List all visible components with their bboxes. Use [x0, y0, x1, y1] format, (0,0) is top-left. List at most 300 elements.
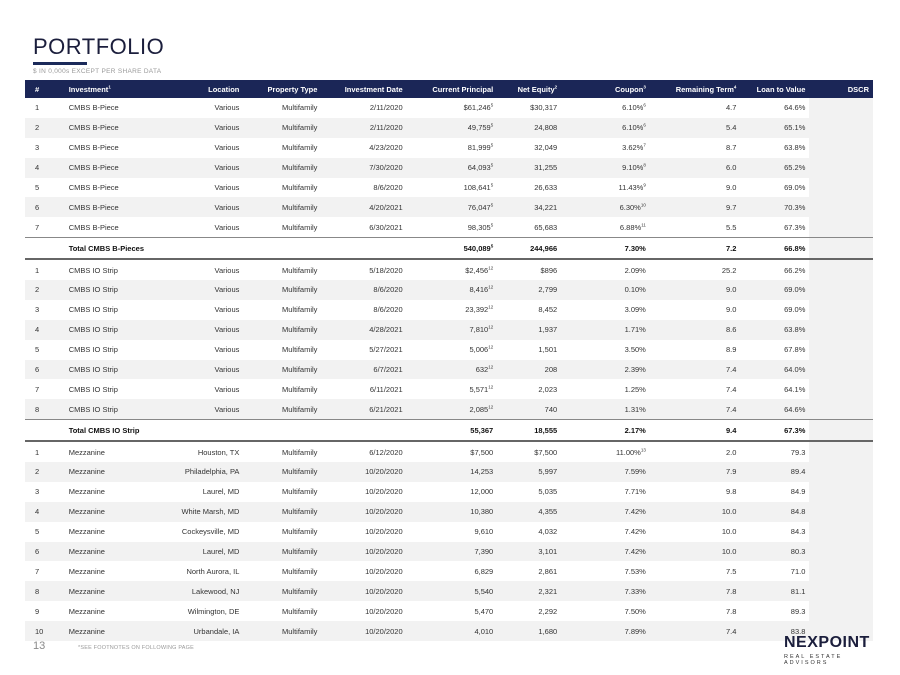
table-cell: 67.3% — [740, 217, 809, 237]
table-row — [25, 138, 873, 158]
table-cell: 6/7/2021 — [321, 360, 406, 380]
table-cell: 208 — [497, 360, 561, 380]
table-cell: CMBS IO Strip — [65, 360, 160, 380]
title-underline — [33, 62, 87, 65]
table-cell: 67.3% — [740, 420, 809, 441]
table-cell: 5,470 — [474, 606, 494, 616]
table-row — [25, 482, 873, 502]
table-cell: 66.8% — [740, 238, 809, 259]
table-cell: 2,321 — [497, 581, 561, 601]
table-cell: Various — [160, 320, 244, 340]
table-cell: 9.7 — [650, 197, 741, 217]
table-cell: CMBS B-Piece — [65, 197, 160, 217]
table-cell: 66.2% — [740, 259, 809, 280]
table-cell: 1,680 — [497, 621, 561, 641]
table-cell: 7.71% — [624, 487, 646, 497]
table-cell: 1.25% — [561, 379, 650, 399]
table-cell — [809, 98, 873, 118]
table-cell: Mezzanine — [68, 527, 105, 537]
table-cell: Various — [160, 118, 244, 138]
column-header: Property Type — [243, 80, 321, 98]
table-cell — [809, 522, 873, 542]
table-cell: 81,999$^5$ — [407, 138, 498, 158]
table-cell: 2.09% — [561, 259, 650, 280]
table-cell: 7.4 — [650, 621, 741, 641]
table-cell: 23,392$^{12}$ — [407, 300, 498, 320]
table-row — [25, 98, 873, 118]
table-cell: 7.2 — [650, 238, 741, 259]
table-cell: Multifamily — [243, 542, 321, 562]
table-cell: 89.3 — [790, 606, 806, 616]
table-cell: 10,380 — [407, 502, 498, 522]
table-cell: 10/20/2020 — [321, 621, 406, 641]
table-cell — [809, 581, 873, 601]
table-cell — [809, 280, 873, 300]
table-cell: Mezzanine — [65, 462, 160, 482]
table-cell: 2.0 — [726, 447, 737, 457]
table-cell: Lakewood, NJ — [160, 581, 244, 601]
table-cell — [809, 138, 873, 158]
table-cell: 14,253 — [407, 462, 498, 482]
table-cell — [809, 259, 873, 280]
table-cell — [321, 420, 406, 441]
table-cell: 67.8% — [740, 340, 809, 360]
table-cell: Multifamily — [243, 118, 321, 138]
table-cell: Various — [160, 178, 244, 198]
table-cell: 4,010 — [407, 621, 498, 641]
table-cell: Multifamily — [243, 340, 321, 360]
table-cell: 10/20/2020 — [365, 606, 403, 616]
table-cell: 2.17% — [561, 420, 650, 441]
column-header: Net Equity$^2$ — [497, 80, 561, 98]
table-cell: 7 — [25, 217, 65, 237]
table-cell: Mezzanine — [65, 581, 160, 601]
table-row — [25, 561, 873, 581]
table-cell: 2 — [25, 462, 65, 482]
table-cell: North Aurora, IL — [186, 566, 240, 576]
page-title: PORTFOLIO — [33, 34, 165, 59]
table-cell: Total CMBS IO Strip — [65, 420, 160, 441]
table-cell: 64,093$^5$ — [407, 158, 498, 178]
table-cell: Multifamily — [281, 606, 318, 616]
table-cell: 10/20/2020 — [365, 487, 403, 497]
table-cell: 9.0 — [650, 300, 741, 320]
table-cell: Multifamily — [281, 447, 318, 457]
table-row — [25, 118, 873, 138]
table-cell: 10.0 — [721, 527, 737, 537]
table-cell — [25, 238, 65, 259]
table-cell: 10.0 — [650, 502, 741, 522]
table-cell: 6/11/2021 — [321, 379, 406, 399]
table-cell: Multifamily — [281, 566, 318, 576]
logo-wordmark: NEXPOINT — [784, 634, 870, 651]
table-cell: 10/20/2020 — [321, 581, 406, 601]
table-cell: 3.62%$^7$ — [561, 138, 650, 158]
table-cell: Multifamily — [243, 300, 321, 320]
table-cell: CMBS B-Piece — [65, 217, 160, 237]
table-cell: 8/6/2020 — [321, 280, 406, 300]
table-cell: 80.3 — [740, 542, 809, 562]
table-cell: CMBS IO Strip — [65, 259, 160, 280]
table-cell: 8 — [25, 581, 65, 601]
table-cell: Various — [160, 300, 244, 320]
table-cell: Mezzanine — [65, 542, 160, 562]
table-cell: CMBS IO Strip — [65, 340, 160, 360]
table-cell: Multifamily — [243, 399, 321, 419]
column-header: Investment$^1$ — [65, 80, 160, 98]
table-cell: 6 — [25, 360, 65, 380]
table-cell: 9.4 — [650, 420, 741, 441]
table-cell: $61,246$^5$ — [407, 98, 498, 118]
table-cell — [160, 420, 244, 441]
table-cell: 32,049 — [497, 138, 561, 158]
table-cell: 8.6 — [650, 320, 741, 340]
table-row — [25, 259, 873, 280]
table-cell: Mezzanine — [65, 621, 160, 641]
table-cell: 70.3% — [740, 197, 809, 217]
table-cell: $7,500 — [470, 447, 494, 457]
table-cell: Multifamily — [281, 487, 318, 497]
table-cell: 6.88%$^{11}$ — [561, 217, 650, 237]
table-cell: 8.7 — [650, 138, 741, 158]
table-cell: 84.8 — [740, 502, 809, 522]
table-cell: Various — [160, 280, 244, 300]
table-cell: Various — [160, 197, 244, 217]
table-cell: 7.53% — [624, 566, 646, 576]
table-header-row — [25, 80, 873, 98]
table-cell: 0.10% — [561, 280, 650, 300]
footnote-note: *SEE FOOTNOTES ON FOLLOWING PAGE — [78, 645, 195, 651]
table-cell: 10/20/2020 — [365, 527, 403, 537]
table-cell: 55,367 — [407, 420, 498, 441]
table-cell: Multifamily — [243, 379, 321, 399]
table-cell — [25, 420, 65, 441]
table-cell: 4 — [25, 158, 65, 178]
column-header: Investment Date — [321, 80, 406, 98]
table-cell: 65.2% — [740, 158, 809, 178]
table-cell: Multifamily — [243, 360, 321, 380]
table-cell: 1,501 — [497, 340, 561, 360]
table-cell — [809, 178, 873, 198]
table-cell: 3.50% — [561, 340, 650, 360]
table-row — [25, 320, 873, 340]
table-cell: 7.89% — [561, 621, 650, 641]
table-cell: 10/20/2020 — [365, 566, 403, 576]
table-cell: 3 — [25, 138, 65, 158]
table-cell: 1.31% — [561, 399, 650, 419]
table-cell: Mezzanine — [65, 502, 160, 522]
table-cell: 2,023 — [497, 379, 561, 399]
table-cell: 108,641$^5$ — [407, 178, 498, 198]
table-cell: Mezzanine — [68, 447, 105, 457]
table-cell: $2,456$^{12}$ — [407, 259, 498, 280]
table-cell: $30,317 — [497, 98, 561, 118]
table-cell: 5,571$^{12}$ — [407, 379, 498, 399]
table-cell: 5.4 — [650, 118, 741, 138]
table-cell — [809, 320, 873, 340]
table-cell: 7.4 — [650, 379, 741, 399]
page-number: 13 — [33, 640, 46, 652]
table-cell — [809, 561, 873, 581]
table-cell: CMBS B-Piece — [65, 178, 160, 198]
table-cell: 5 — [25, 178, 65, 198]
table-cell: 3.09% — [561, 300, 650, 320]
table-cell: 7.42% — [561, 502, 650, 522]
table-cell: 3 — [35, 487, 40, 497]
table-body — [25, 98, 873, 641]
column-header: # — [25, 80, 65, 98]
table-cell: 2,799 — [497, 280, 561, 300]
table-cell: 2,085$^{12}$ — [407, 399, 498, 419]
table-cell: Multifamily — [243, 581, 321, 601]
table-cell: 6,829 — [474, 566, 494, 576]
table-cell — [809, 379, 873, 399]
table-cell: 7.4 — [650, 360, 741, 380]
table-cell: Various — [160, 259, 244, 280]
table-cell: 3,101 — [497, 542, 561, 562]
table-cell: Multifamily — [243, 259, 321, 280]
table-cell: CMBS IO Strip — [65, 379, 160, 399]
table-cell: 7/30/2020 — [321, 158, 406, 178]
table-cell: 5,035 — [538, 487, 558, 497]
table-cell: 71.0 — [790, 566, 806, 576]
table-cell: Multifamily — [243, 98, 321, 118]
logo-tagline: REAL ESTATE ADVISORS — [784, 654, 843, 666]
table-cell: 8,416$^{12}$ — [407, 280, 498, 300]
table-cell: 5.5 — [650, 217, 741, 237]
table-cell — [243, 238, 321, 259]
table-row — [25, 601, 873, 621]
table-cell — [809, 482, 873, 502]
table-cell: 7.42% — [561, 542, 650, 562]
table-cell: 69.0% — [740, 280, 809, 300]
table-cell: 6.0 — [650, 158, 741, 178]
table-cell: 10/20/2020 — [321, 502, 406, 522]
table-cell: 2,861 — [538, 566, 558, 576]
table-cell: 3 — [25, 300, 65, 320]
table-cell: 6 — [25, 542, 65, 562]
table-cell: White Marsh, MD — [160, 502, 244, 522]
table-cell: 1 — [25, 259, 65, 280]
table-cell: CMBS B-Piece — [65, 138, 160, 158]
table-cell: Mezzanine — [68, 487, 105, 497]
table-cell: 4,355 — [497, 502, 561, 522]
table-cell — [809, 542, 873, 562]
table-cell: 6.10%$^6$ — [561, 118, 650, 138]
table-cell: 49,759$^5$ — [407, 118, 498, 138]
table-row — [25, 441, 873, 462]
table-cell: 7.9 — [650, 462, 741, 482]
table-cell: $632^{12}$ — [407, 360, 498, 380]
table-cell: 5 — [35, 527, 40, 537]
table-cell: Multifamily — [243, 320, 321, 340]
table-cell: Wilmington, DE — [187, 606, 240, 616]
table-cell: 12,000 — [470, 487, 494, 497]
table-cell: Laurel, MD — [160, 542, 244, 562]
table-cell: 1 — [35, 447, 40, 457]
table-cell: 1.71% — [561, 320, 650, 340]
column-header: DSCR — [809, 80, 873, 98]
units-subtitle: $ IN 0,000s EXCEPT PER SHARE DATA — [33, 68, 162, 75]
table-cell: 8/6/2020 — [321, 300, 406, 320]
table-row — [25, 340, 873, 360]
table-cell: 89.4 — [740, 462, 809, 482]
table-cell: 34,221 — [497, 197, 561, 217]
table-row — [25, 399, 873, 419]
table-cell: 6 — [25, 197, 65, 217]
table-cell: Various — [160, 158, 244, 178]
table-cell: CMBS IO Strip — [65, 300, 160, 320]
table-row — [25, 462, 873, 482]
table-cell: 7,810$^{12}$ — [407, 320, 498, 340]
table-row — [25, 360, 873, 380]
table-cell: 9,610 — [474, 527, 494, 537]
table-row — [25, 197, 873, 217]
portfolio-table — [25, 80, 873, 641]
table-cell: 7.5 — [726, 566, 737, 576]
table-cell: Multifamily — [243, 502, 321, 522]
table-cell: 81.1 — [740, 581, 809, 601]
table-cell — [321, 238, 406, 259]
table-cell: Houston, TX — [197, 447, 240, 457]
table-cell: CMBS IO Strip — [65, 280, 160, 300]
table-cell: $7,500 — [534, 447, 558, 457]
table-cell: Multifamily — [243, 217, 321, 237]
table-cell: Philadelphia, PA — [160, 462, 244, 482]
table-cell: 11.00%$^{13}$ — [615, 447, 646, 457]
table-cell: CMBS IO Strip — [65, 399, 160, 419]
table-cell: 8.9 — [650, 340, 741, 360]
table-cell: 6.30%$^{10}$ — [561, 197, 650, 217]
table-cell: 26,633 — [497, 178, 561, 198]
table-cell: 25.2 — [650, 259, 741, 280]
table-cell: 244,966 — [497, 238, 561, 259]
table-cell: 6.10%$^6$ — [561, 98, 650, 118]
table-cell: CMBS B-Piece — [65, 158, 160, 178]
table-row — [25, 217, 873, 237]
table-cell — [809, 158, 873, 178]
table-cell: 7 — [35, 566, 40, 576]
table-cell — [809, 502, 873, 522]
table-cell: Various — [160, 360, 244, 380]
table-cell: Cockeysville, MD — [181, 527, 240, 537]
table-cell — [809, 360, 873, 380]
table-cell: 83.8 — [740, 621, 809, 641]
table-cell: 65.1% — [740, 118, 809, 138]
column-header: Coupon$^3$ — [561, 80, 650, 98]
table-cell: Laurel, MD — [202, 487, 240, 497]
table-cell: 7 — [25, 379, 65, 399]
table-cell — [160, 238, 244, 259]
table-row — [25, 581, 873, 601]
table-cell — [809, 197, 873, 217]
table-row — [25, 300, 873, 320]
table-cell: 5,540 — [407, 581, 498, 601]
table-cell: 10 — [25, 621, 65, 641]
table-cell: 4/20/2021 — [321, 197, 406, 217]
table-cell: 7.8 — [726, 606, 737, 616]
table-cell: 5/18/2020 — [321, 259, 406, 280]
table-cell: 2/11/2020 — [321, 118, 406, 138]
table-cell: CMBS B-Piece — [65, 98, 160, 118]
table-cell: Various — [160, 340, 244, 360]
table-cell: 9.10%$^8$ — [561, 158, 650, 178]
table-cell — [809, 601, 873, 621]
table-cell: 5 — [25, 340, 65, 360]
table-cell: 4/23/2020 — [321, 138, 406, 158]
table-cell: 98,305$^5$ — [407, 217, 498, 237]
column-header: Location — [160, 80, 244, 98]
table-cell: 31,255 — [497, 158, 561, 178]
table-cell — [809, 441, 873, 462]
table-cell: Multifamily — [243, 158, 321, 178]
table-cell: CMBS IO Strip — [65, 320, 160, 340]
table-cell: 76,047$^5$ — [407, 197, 498, 217]
table-cell: Multifamily — [281, 527, 318, 537]
table-cell: 2.39% — [561, 360, 650, 380]
table-cell: 79.3 — [790, 447, 806, 457]
table-cell: 4 — [25, 502, 65, 522]
table-cell: 8/6/2020 — [321, 178, 406, 198]
table-cell — [809, 217, 873, 237]
table-cell: 7.8 — [650, 581, 741, 601]
table-cell: 5/27/2021 — [321, 340, 406, 360]
column-header: Remaining Term$^4$ — [650, 80, 741, 98]
table-cell: Urbandale, IA — [160, 621, 244, 641]
table-cell: Multifamily — [243, 178, 321, 198]
table-cell: 7.50% — [624, 606, 646, 616]
table-cell: 540,089$^5$ — [407, 238, 498, 259]
table-cell — [809, 340, 873, 360]
table-cell: Mezzanine — [68, 606, 105, 616]
table-cell: 64.0% — [740, 360, 809, 380]
table-cell: 2 — [25, 118, 65, 138]
table-cell — [809, 238, 873, 259]
table-cell: 5,997 — [497, 462, 561, 482]
nexpoint-logo — [784, 634, 879, 666]
table-cell: $896 — [497, 259, 561, 280]
table-cell: 65,683 — [497, 217, 561, 237]
table-cell: 1 — [25, 98, 65, 118]
table-cell: 9 — [35, 606, 40, 616]
table-total-row — [25, 420, 873, 441]
table-cell: 8,452 — [497, 300, 561, 320]
table-total-row — [25, 238, 873, 259]
table-cell: Various — [160, 217, 244, 237]
table-cell: 4,032 — [538, 527, 558, 537]
table-cell: 6/21/2021 — [321, 399, 406, 419]
column-header: Loan to Value — [740, 80, 809, 98]
table-cell: 9.0 — [650, 280, 741, 300]
table-cell: 740 — [497, 399, 561, 419]
table-cell: 2 — [25, 280, 65, 300]
table-cell: 4 — [25, 320, 65, 340]
table-cell: 2,292 — [538, 606, 558, 616]
table-cell: Multifamily — [243, 280, 321, 300]
table-cell: Multifamily — [243, 197, 321, 217]
table-row — [25, 621, 873, 641]
table-row — [25, 158, 873, 178]
table-row — [25, 178, 873, 198]
table-row — [25, 502, 873, 522]
table-cell: 4.7 — [650, 98, 741, 118]
table-cell: 7.33% — [561, 581, 650, 601]
table-cell: 84.3 — [790, 527, 806, 537]
table-cell — [809, 300, 873, 320]
table-cell: Mezzanine — [68, 566, 105, 576]
table-cell: 84.9 — [790, 487, 806, 497]
table-cell: 8 — [25, 399, 65, 419]
